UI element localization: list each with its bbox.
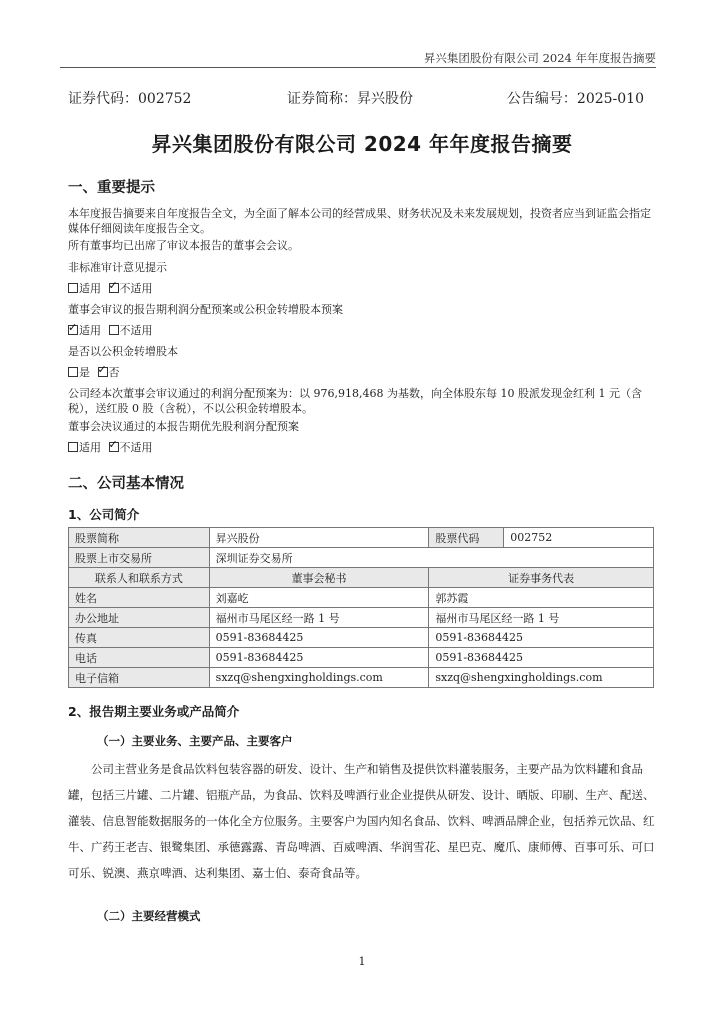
checkbox-row: 适用 ✓ 不适用: [68, 282, 658, 297]
table-cell: sxzq@shengxingholdings.com: [209, 668, 429, 688]
notice-paragraph: 董事会决议通过的本报告期优先股利润分配预案: [68, 420, 299, 433]
notice-paragraph: 非标准审计意见提示: [68, 261, 167, 274]
notice-paragraph: 董事会审议的报告期利润分配预案或公积金转增股本预案: [68, 303, 343, 316]
table-cell: 昇兴股份: [209, 528, 429, 548]
table-cell: 0591-83684425: [429, 648, 654, 668]
table-cell-label: 证券事务代表: [429, 568, 654, 588]
table-cell-label: 电话: [69, 648, 210, 668]
page-number: 1: [358, 955, 366, 968]
table-row: [69, 608, 654, 628]
table-cell-label: 股票上市交易所: [69, 548, 210, 568]
table-row: [69, 568, 654, 588]
notice-paragraph: 所有董事均已出席了审议本报告的董事会会议。: [68, 239, 299, 252]
table-cell-label: 姓名: [69, 588, 210, 608]
main-business-paragraph: 公司主营业务是食品饮料包装容器的研发、设计、生产和销售及提供饮料灌装服务，主要产品为饮料罐和食品罐，包括三片罐、二片罐、铝瓶产品，为食品、饮料及啤酒行业企业提供从研发、设计、晒版、印刷、生产、配送、灌装、信息智能数据服务的一体化全方位服务。主要客户为国内知名食品、饮料、啤酒品牌企业，包括养元饮品、红牛、广药王老吉、银鹭集团、承德露露、青岛啤酒、百威啤酒、华润雪花、星巴克、魔爪、康师傅、百事可乐、可口可乐、锐澳、燕京啤酒、达利集团、嘉士伯、泰奇食品等。: [68, 762, 655, 880]
section-heading-important-notice: 一、重要提示: [68, 180, 155, 196]
table-cell-label: 联系人和联系方式: [69, 568, 210, 588]
table-row: [69, 668, 654, 688]
running-header: 昇兴集团股份有限公司 2024 年年度报告摘要: [423, 51, 656, 65]
document-meta-row: [68, 88, 644, 108]
table-row: [69, 628, 654, 648]
table-row: [69, 548, 654, 568]
table-cell-label: 股票简称: [69, 528, 210, 548]
table-cell: 002752: [504, 528, 654, 548]
table-cell-label: 传真: [69, 628, 210, 648]
table-cell: 刘嘉屹: [209, 588, 429, 608]
stock-code: 证券代码：002752: [68, 91, 192, 107]
announcement-number: 公告编号：2025-010: [506, 91, 644, 107]
document-title: 昇兴集团股份有限公司 2024 年年度报告摘要: [151, 132, 573, 156]
checkbox-unchecked: [68, 283, 78, 293]
table-row: [69, 528, 654, 548]
table-row: [69, 648, 654, 668]
checkbox-row: ✓适用 不适用: [68, 324, 658, 339]
checkbox-checked: [109, 442, 119, 452]
table-cell: 郭苏霞: [429, 588, 654, 608]
table-cell: 福州市马尾区经一路 1 号: [209, 608, 429, 628]
checkbox-checked: [98, 367, 108, 377]
section-heading-company-info: 二、公司基本情况: [68, 476, 184, 492]
table-cell: 福州市马尾区经一路 1 号: [429, 608, 654, 628]
table-cell-label: 办公地址: [69, 608, 210, 628]
notice-paragraph: 本年度报告摘要来自年度报告全文，为全面了解本公司的经营成果、财务状况及未来发展规划，投资者应当到证监会指定媒体仔细阅读年度报告全文。: [68, 207, 651, 235]
notice-paragraph: 是否以公积金转增股本: [68, 345, 178, 358]
table-cell-label: 董事会秘书: [209, 568, 429, 588]
checkbox-row: 是 ✓ 否: [68, 366, 658, 381]
checkbox-unchecked: [109, 325, 119, 335]
subsection-heading-business: 2、报告期主要业务或产品简介: [68, 704, 240, 719]
checkbox-row: 适用 ✓ 不适用: [68, 441, 658, 456]
table-cell-label: 电子信箱: [69, 668, 210, 688]
checkbox-checked: [109, 283, 119, 293]
subsection-heading-company-profile: 1、公司简介: [68, 507, 140, 522]
company-profile-table: [68, 527, 654, 688]
table-cell: sxzq@shengxingholdings.com: [429, 668, 654, 688]
table-cell: 0591-83684425: [209, 648, 429, 668]
table-row: [69, 588, 654, 608]
header-rule: [60, 67, 656, 68]
table-cell: 0591-83684425: [429, 628, 654, 648]
table-cell-label: 股票代码: [429, 528, 504, 548]
checkbox-checked: [68, 325, 78, 335]
checkbox-unchecked: [68, 442, 78, 452]
stock-abbreviation: 证券简称：昇兴股份: [287, 91, 413, 107]
subsection-heading-main-business: （一）主要业务、主要产品、主要客户: [97, 734, 293, 748]
subsection-heading-business-model: （二）主要经营模式: [97, 909, 201, 923]
checkbox-unchecked: [68, 367, 78, 377]
table-cell: 0591-83684425: [209, 628, 429, 648]
table-cell: 深圳证券交易所: [209, 548, 653, 568]
profit-distribution-plan: 公司经本次董事会审议通过的利润分配预案为：以 976,918,468 为基数，向全体股东每 10 股派发现金红利 1 元（含税），送红股 0 股（含税），不以公积金转增股本。: [68, 387, 642, 415]
